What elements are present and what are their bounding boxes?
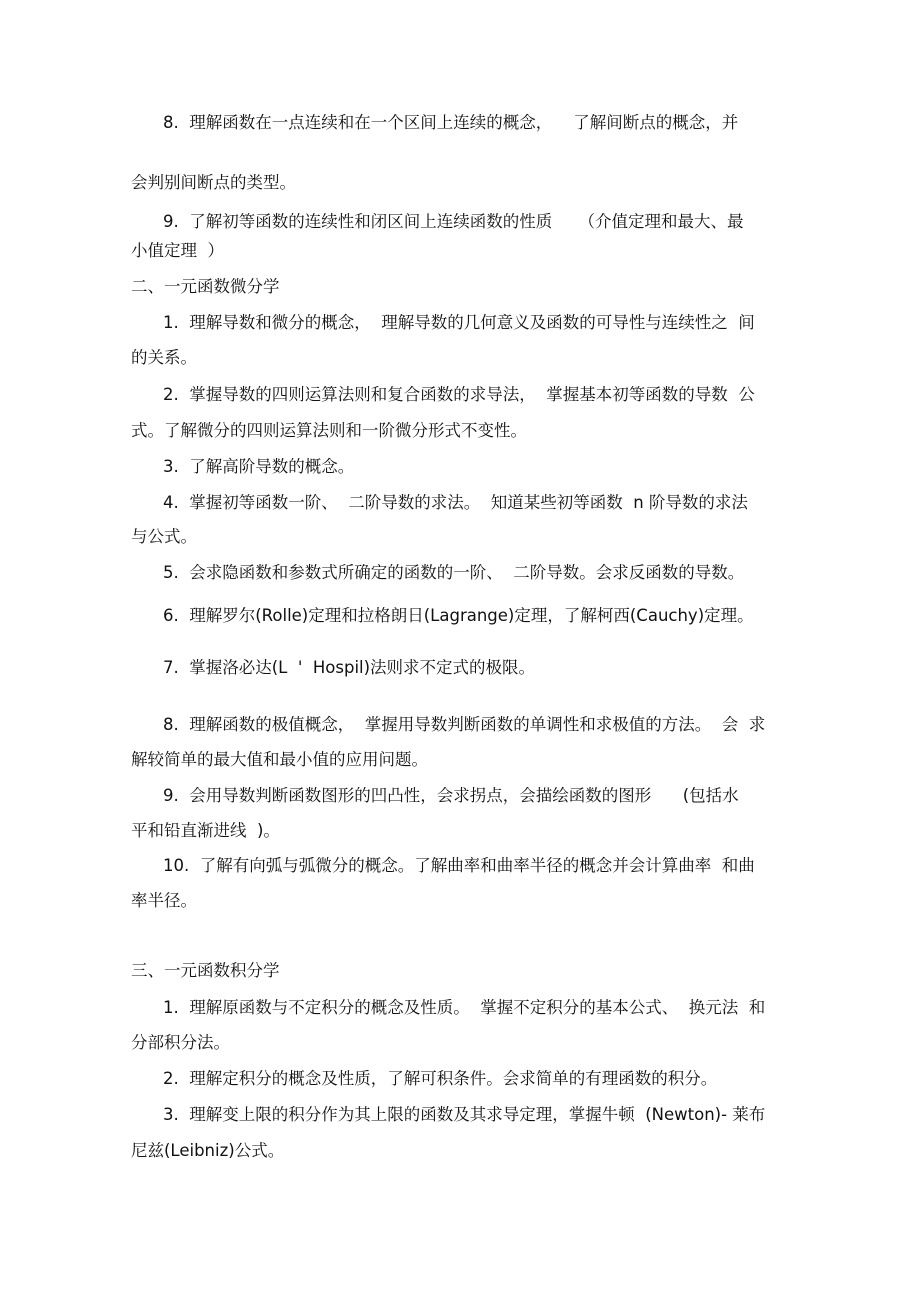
item-9-line-2: 小值定理 ）	[131, 241, 224, 260]
item-8-line-2: 会判别间断点的类型。	[131, 173, 296, 192]
diff-item-2-line-1: 2. 掌握导数的四则运算法则和复合函数的求导法， 掌握基本初等函数的导数 公	[163, 385, 755, 404]
diff-item-8-line-1: 8. 理解函数的极值概念， 掌握用导数判断函数的单调性和求极值的方法。 会 求	[163, 715, 766, 734]
diff-item-8-line-2: 解较简单的最大值和最小值的应用问题。	[131, 750, 428, 769]
diff-item-3: 3. 了解高阶导数的概念。	[163, 457, 355, 476]
diff-item-1-line-1: 1. 理解导数和微分的概念， 理解导数的几何意义及函数的可导性与连续性之 间	[163, 313, 755, 332]
diff-item-4-line-2: 与公式。	[131, 527, 197, 546]
diff-item-1-line-2: 的关系。	[131, 348, 197, 367]
diff-item-10-line-2: 率半径。	[131, 891, 197, 910]
diff-item-7: 7. 掌握洛必达(L ' Hospil)法则求不定式的极限。	[163, 658, 536, 677]
diff-item-2-line-2: 式。了解微分的四则运算法则和一阶微分形式不变性。	[131, 421, 527, 440]
int-item-1-line-1: 1. 理解原函数与不定积分的概念及性质。 掌握不定积分的基本公式、 换元法 和	[163, 998, 766, 1017]
section-heading-integral: 三、一元函数积分学	[131, 961, 280, 980]
diff-item-10-line-1: 10. 了解有向弧与弧微分的概念。了解曲率和曲率半径的概念并会计算曲率 和曲	[163, 856, 755, 875]
section-heading-differential: 二、一元函数微分学	[131, 277, 280, 296]
item-9-line-1: 9. 了解初等函数的连续性和闭区间上连续函数的性质 （介值定理和最大、最	[163, 212, 744, 231]
diff-item-4-line-1: 4. 掌握初等函数一阶、 二阶导数的求法。 知道某些初等函数 n 阶导数的求法	[163, 493, 748, 512]
diff-item-9-line-2: 平和铅直渐进线 )。	[131, 821, 280, 840]
diff-item-9-line-1: 9. 会用导数判断函数图形的凹凸性，会求拐点，会描绘函数的图形 (包括水	[163, 786, 739, 805]
int-item-1-line-2: 分部积分法。	[131, 1033, 230, 1052]
diff-item-6: 6. 理解罗尔(Rolle)定理和拉格朗日(Lagrange)定理，了解柯西(Cauchy)定理。	[163, 606, 754, 625]
diff-item-5: 5. 会求隐函数和参数式所确定的函数的一阶、 二阶导数。会求反函数的导数。	[163, 563, 745, 582]
item-8-line-1: 8. 理解函数在一点连续和在一个区间上连续的概念， 了解间断点的概念，并	[163, 113, 739, 132]
int-item-3-line-2: 尼兹(Leibniz)公式。	[131, 1141, 285, 1160]
int-item-2: 2. 理解定积分的概念及性质，了解可积条件。会求简单的有理函数的积分。	[163, 1069, 718, 1088]
int-item-3-line-1: 3. 理解变上限的积分作为其上限的函数及其求导定理，掌握牛顿 (Newton)- 莱布	[163, 1105, 766, 1124]
